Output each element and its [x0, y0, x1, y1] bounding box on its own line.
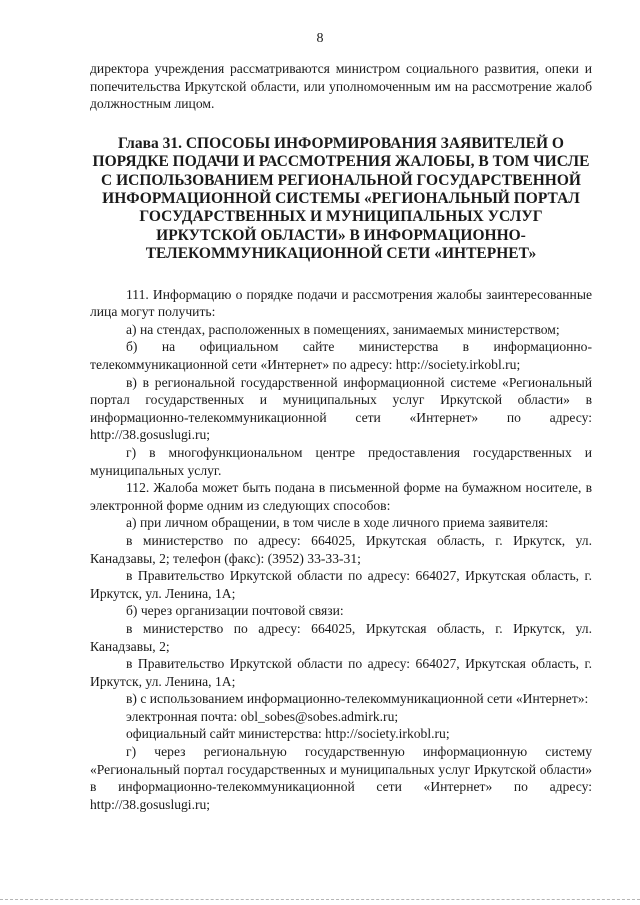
paragraph-112: 112. Жалоба может быть подана в письменной форме на бумажном носителе, в электронной форме одним из следующих способов:: [90, 480, 592, 513]
document-body: [90, 60, 592, 813]
list-item: в министерство по адресу: 664025, Иркутская область, г. Иркутск, ул. Канадзавы, 2;: [90, 620, 592, 654]
list-item: а) при личном обращении, в том числе в ходе личного приема заявителя:: [126, 515, 549, 531]
list-item: в министерство по адресу: 664025, Иркутская область, г. Иркутск, ул. Канадзавы, 2; телефон (факс): (3952) 33-33-31;: [90, 532, 592, 566]
list-item: б) на официальном сайте министерства в информационно-телекоммуникационной сети «Интернет» по адресу: http://society.irkobl.ru;: [90, 339, 592, 372]
list-item: г) через региональную государственную информационную систему «Региональный портал государственных и муниципальных услуг Иркутской области» в информационно-телекоммуникационной сети «Интернет» по адресу: http://38.gosuslugi.ru;: [90, 744, 592, 812]
list-item: в Правительство Иркутской области по адресу: 664027, Иркутская область, г. Иркутск, ул. Ленина, 1А;: [90, 568, 592, 601]
list-item: официальный сайт министерства: http://society.irkobl.ru;: [126, 726, 450, 742]
list-item: в) с использованием информационно-телекоммуникационной сети «Интернет»:: [126, 691, 589, 707]
list-item: в) в региональной государственной информационной системе «Региональный портал государственных и муниципальных услуг Иркутской области» в информационно-телекоммуникационной сети «Интернет» по адресу: http://38.gosuslugi.ru;: [90, 374, 592, 443]
chapter-heading: Глава 31. СПОСОБЫ ИНФОРМИРОВАНИЯ ЗАЯВИТЕЛЕЙ О ПОРЯДКЕ ПОДАЧИ И РАССМОТРЕНИЯ ЖАЛОБЫ, В ТОМ ЧИСЛЕ С ИСПОЛЬЗОВАНИЕМ РЕГИОНАЛЬНОЙ ГОСУДАРСТВЕННОЙ ИНФОРМАЦИОННОЙ СИСТЕМЫ «РЕГИОНАЛЬНЫЙ ПОРТАЛ ГОСУДАРСТВЕННЫХ И МУНИЦИПАЛЬНЫХ УСЛУГ ИРКУТСКОЙ ОБЛАСТИ» В ИНФОРМАЦИОННО-ТЕЛЕКОММУНИКАЦИОННОЙ СЕТИ «ИНТЕРНЕТ»: [92, 134, 590, 263]
list-item: а) на стендах, расположенных в помещениях, занимаемых министерством;: [126, 321, 560, 337]
list-item: г) в многофункциональном центре предоставления государственных и муниципальных услуг.: [90, 444, 592, 478]
list-item: электронная почта: obl_sobes@sobes.admirk.ru;: [126, 708, 399, 724]
page-number: 8: [316, 31, 324, 46]
scan-edge-line: [0, 899, 640, 901]
list-item: б) через организации почтовой связи:: [126, 603, 344, 619]
intro-paragraph: директора учреждения рассматриваются министром социального развития, опеки и попечительства Иркутской области, или уполномоченным им на рассмотрение жалоб должностным лицом.: [90, 61, 592, 112]
paragraph-111: 111. Информацию о порядке подачи и рассмотрения жалобы заинтересованные лица могут получить:: [90, 286, 592, 320]
list-item: в Правительство Иркутской области по адресу: 664027, Иркутская область, г. Иркутск, ул. Ленина, 1А;: [90, 656, 592, 689]
